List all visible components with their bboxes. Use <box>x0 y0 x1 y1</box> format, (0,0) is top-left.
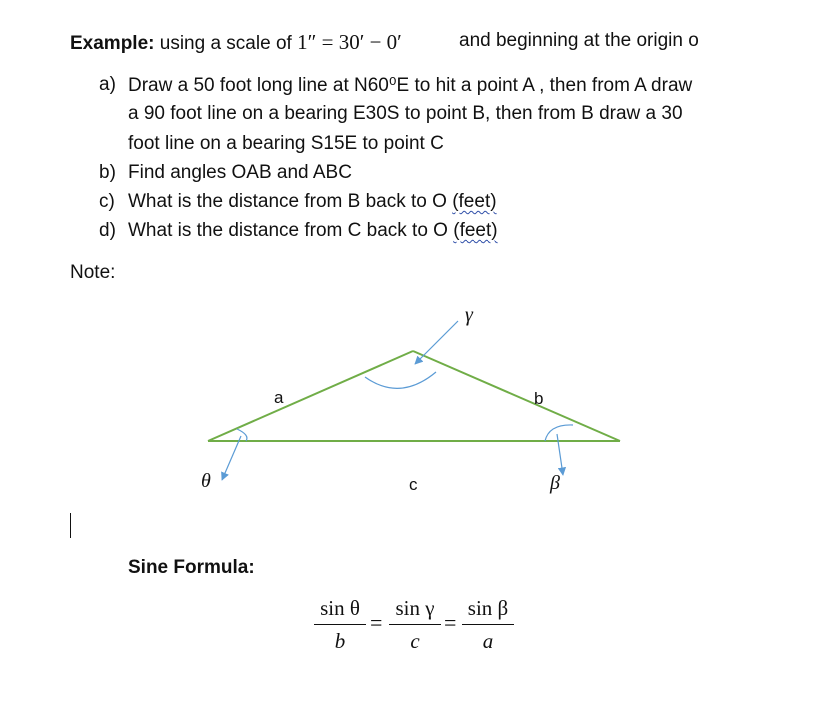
fraction-theta-numerator: sin θ <box>320 596 360 620</box>
fraction-beta-numerator: sin β <box>467 596 509 620</box>
item-d-text: What is the distance from C back to O <box>128 220 448 241</box>
theta-angle-arc <box>237 429 247 441</box>
item-d-units: (feet) <box>453 220 498 241</box>
example-intro: using a scale of <box>159 33 292 54</box>
item-c-marker: c) <box>99 191 115 212</box>
beta-angle-arc <box>545 425 573 441</box>
fraction-gamma-denominator: c <box>410 629 420 653</box>
note-label: Note: <box>70 262 116 283</box>
side-c-label: c <box>409 475 418 494</box>
theta-arrow <box>222 436 241 480</box>
scale-rhs: 30′ − 0′ <box>338 30 402 54</box>
beta-label: β <box>550 472 560 494</box>
item-a-line-1: Draw a 50 foot long line at N60⁰E to hit a point A , then from A draw <box>128 75 693 96</box>
gamma-angle-arc <box>365 372 436 388</box>
side-a-label: a <box>274 388 284 407</box>
equals-sign-2: = <box>444 610 457 635</box>
theta-label: θ <box>201 470 211 492</box>
fraction-gamma-bar <box>389 624 441 625</box>
text-cursor <box>70 513 71 538</box>
item-a-line-3: foot line on a bearing S15E to point C <box>128 133 444 154</box>
fraction-theta-denominator: b <box>334 629 346 653</box>
origin-text: and beginning at the origin o <box>459 30 699 51</box>
sine-formula-label: Sine Formula: <box>128 557 255 578</box>
scale-lhs: 1″ <box>297 30 317 54</box>
gamma-arrow <box>415 321 458 364</box>
fraction-theta-bar <box>314 624 366 625</box>
gamma-label: γ <box>465 304 473 326</box>
fraction-gamma <box>389 596 441 654</box>
example-heading: Example: <box>70 33 155 54</box>
side-b <box>413 351 620 441</box>
scale-equals: = <box>321 30 334 54</box>
fraction-gamma-numerator: sin γ <box>395 596 435 620</box>
item-c-units: (feet) <box>452 191 497 212</box>
item-b-marker: b) <box>99 162 116 183</box>
fraction-beta-bar <box>462 624 514 625</box>
equals-sign-1: = <box>370 610 383 635</box>
item-a-line-2: a 90 foot line on a bearing E30S to point B, then from B draw a 30 <box>128 103 683 124</box>
fraction-beta <box>462 596 514 654</box>
item-b-text: Find angles OAB and ABC <box>128 162 352 183</box>
item-d-marker: d) <box>99 220 116 241</box>
fraction-beta-denominator: a <box>482 629 494 653</box>
fraction-theta <box>314 596 366 654</box>
item-a-marker: a) <box>99 74 116 95</box>
side-b-label: b <box>534 389 544 408</box>
side-a <box>208 351 413 441</box>
item-c-text: What is the distance from B back to O <box>128 191 447 212</box>
